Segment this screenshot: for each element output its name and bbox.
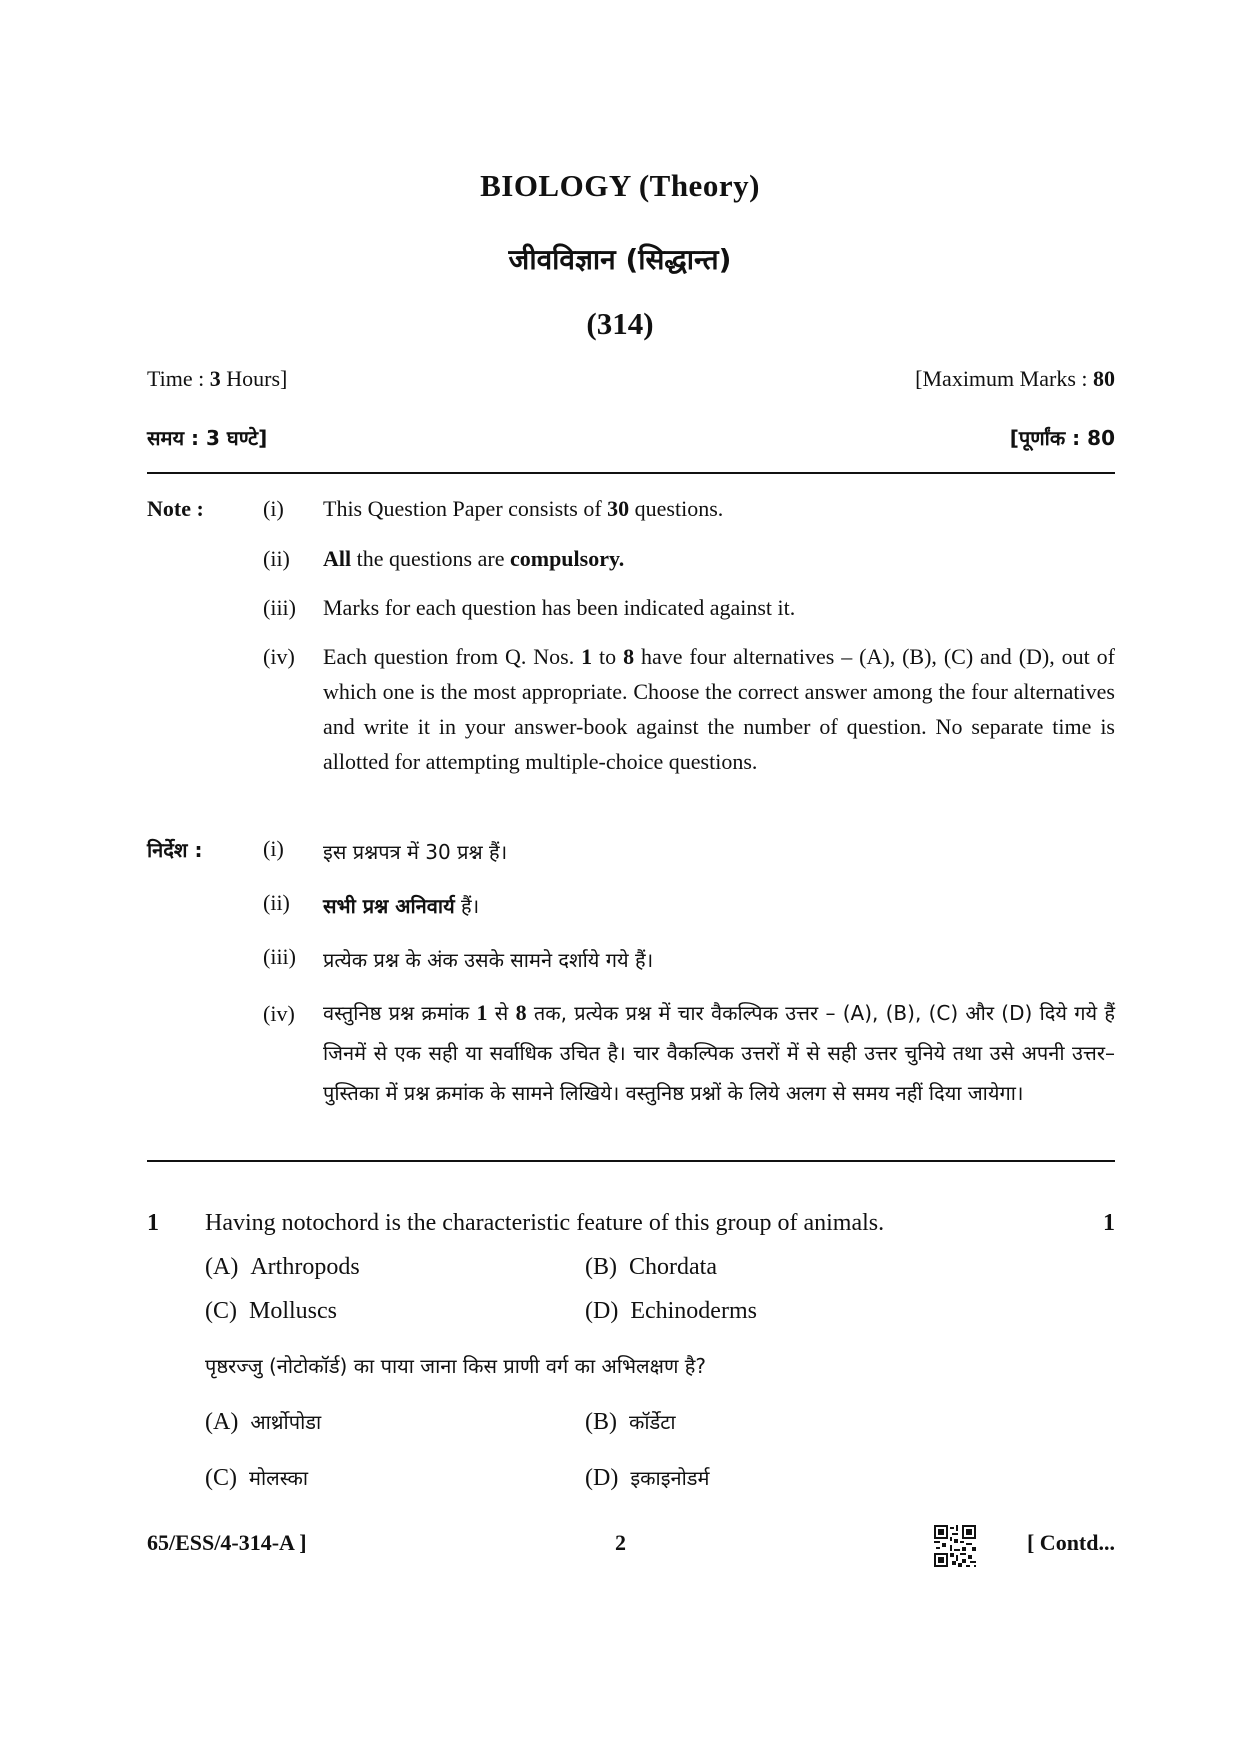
note-item-2 <box>323 546 624 572</box>
option-c <box>205 1298 337 1325</box>
option-key: (A) <box>205 1254 239 1280</box>
paper-code: (314) <box>586 306 654 341</box>
max-marks-value-hindi: 80 <box>1087 426 1115 450</box>
note-item-number: (ii) <box>263 546 290 571</box>
option-text-hindi: इकाइनोडर्म <box>630 1466 710 1490</box>
note-label: Note : <box>147 496 204 521</box>
note-hindi-item-bold: 1 <box>476 1000 488 1025</box>
option-a-hindi <box>205 1408 321 1436</box>
continued-label: [ Contd... <box>1026 1530 1115 1555</box>
note-item-number: (i) <box>263 496 284 521</box>
note-item-text: questions. <box>629 496 724 521</box>
option-key: (B) <box>585 1254 617 1280</box>
option-text-hindi: आर्थ्रोपोडा <box>250 1410 322 1434</box>
note-item-1 <box>323 496 723 522</box>
note-hindi-item-3: प्रत्येक प्रश्न के अंक उसके सामने दर्शाये गये हैं। <box>323 948 654 972</box>
note-item-text: Each question from Q. Nos. <box>323 644 582 669</box>
time-value-hindi: 3 <box>206 426 220 450</box>
qr-code-icon <box>934 1525 976 1567</box>
divider-top <box>147 472 1115 474</box>
option-text: Arthropods <box>250 1254 360 1280</box>
max-marks-label-hindi: [पूर्णांक : <box>1009 426 1088 450</box>
option-text: Echinoderms <box>630 1298 757 1324</box>
option-d <box>585 1298 757 1325</box>
note-item-number: (iii) <box>263 595 296 620</box>
paper-code-footer: 65/ESS/4-314-A ] <box>147 1530 307 1555</box>
note-hindi-item-text: तक, प्रत्येक प्रश्न में चार वैकल्पिक उत्तर – (A), (B), (C) और (D) दिये गये हैं जिनमें से एक सही या सर्वाधिक उचित है। चार वैकल्पिक उत्तरों में से सही उत्तर चुनिये तथा उसे अपनी उत्तर–पुस्तिका में प्रश्न क्रमांक के सामने लिखिये। वस्तुनिष्ठ प्रश्नों के लिये अलग से समय नहीं दिया जायेगा। <box>323 1001 1115 1105</box>
question-marks: 1 <box>1103 1210 1115 1236</box>
option-text: Chordata <box>629 1254 717 1280</box>
option-d-hindi <box>585 1464 709 1492</box>
page-number: 2 <box>615 1530 626 1555</box>
note-hindi-item-4 <box>323 993 1115 1113</box>
option-b <box>585 1254 717 1281</box>
max-marks-value: 80 <box>1093 366 1115 391</box>
paper-title: BIOLOGY (Theory) <box>480 168 760 203</box>
question-text-hindi: पृष्ठरज्जु (नोटोकॉर्ड) का पाया जाना किस प्राणी वर्ग का अभिलक्षण है? <box>205 1354 707 1378</box>
time-label: Time : <box>147 366 210 391</box>
note-item-bold: 1 <box>581 644 593 669</box>
time-value: 3 <box>209 366 221 391</box>
divider-bottom <box>147 1160 1115 1162</box>
note-item-text: to <box>592 644 624 669</box>
note-hindi-item-text: हैं। <box>454 894 480 918</box>
note-hindi-item-text: से <box>487 1001 516 1025</box>
note-hindi-item-text: वस्तुनिष्ठ प्रश्न क्रमांक <box>323 1001 477 1025</box>
note-item-bold: All <box>323 546 352 571</box>
note-hindi-item-2 <box>323 892 479 919</box>
note-hindi-item-number: (iv) <box>263 1001 295 1026</box>
note-item-text: the questions are <box>351 546 510 571</box>
note-item-text: This Question Paper consists of <box>323 496 608 521</box>
note-hindi-item-bold: सभी प्रश्न अनिवार्य <box>323 894 455 918</box>
max-marks-label: [Maximum Marks : <box>915 366 1093 391</box>
option-key: (C) <box>205 1465 237 1491</box>
note-item-text: have four alternatives – (A), (B), (C) and (D), out of which one is the most appropriate. Choose the correct answer among the four alternatives and write it in your answer-book against the number of question. No separate time is allotted for attempting multiple-choice questions. <box>323 644 1115 774</box>
max-marks-info-hindi <box>1010 424 1115 451</box>
note-item-bold: 8 <box>623 644 635 669</box>
option-key: (D) <box>585 1465 619 1491</box>
note-hindi-item-number: (i) <box>263 836 284 861</box>
note-hindi-item-number: (iii) <box>263 944 296 969</box>
option-key: (B) <box>585 1409 617 1435</box>
option-key: (A) <box>205 1409 239 1435</box>
option-c-hindi <box>205 1464 308 1492</box>
time-unit-hindi: घण्टे] <box>219 426 268 450</box>
time-label-hindi: समय : <box>147 426 207 450</box>
option-key: (C) <box>205 1298 237 1324</box>
time-info-hindi <box>147 424 267 451</box>
option-a <box>205 1254 360 1281</box>
note-label-hindi: निर्देश : <box>147 838 203 862</box>
option-text-hindi: कॉर्डेटा <box>629 1410 676 1434</box>
option-text: Molluscs <box>249 1298 338 1324</box>
note-item-bold: 30 <box>607 496 630 521</box>
note-item-3: Marks for each question has been indicated against it. <box>323 595 796 620</box>
note-hindi-item-1: इस प्रश्नपत्र में 30 प्रश्न हैं। <box>323 840 508 864</box>
paper-title-hindi: जीवविज्ञान (सिद्धान्त) <box>508 243 732 276</box>
option-b-hindi <box>585 1408 676 1436</box>
time-unit: Hours] <box>220 366 288 391</box>
option-text-hindi: मोलस्का <box>249 1466 309 1490</box>
time-info <box>147 366 287 392</box>
note-item-4 <box>323 639 1115 779</box>
max-marks-info <box>915 366 1115 392</box>
note-hindi-item-bold: 8 <box>515 1000 527 1025</box>
note-item-bold: compulsory. <box>509 546 625 571</box>
question-number: 1 <box>147 1210 159 1236</box>
note-item-number: (iv) <box>263 644 295 669</box>
option-key: (D) <box>585 1298 619 1324</box>
note-hindi-item-number: (ii) <box>263 890 290 915</box>
question-text: Having notochord is the characteristic feature of this group of animals. <box>205 1210 885 1236</box>
